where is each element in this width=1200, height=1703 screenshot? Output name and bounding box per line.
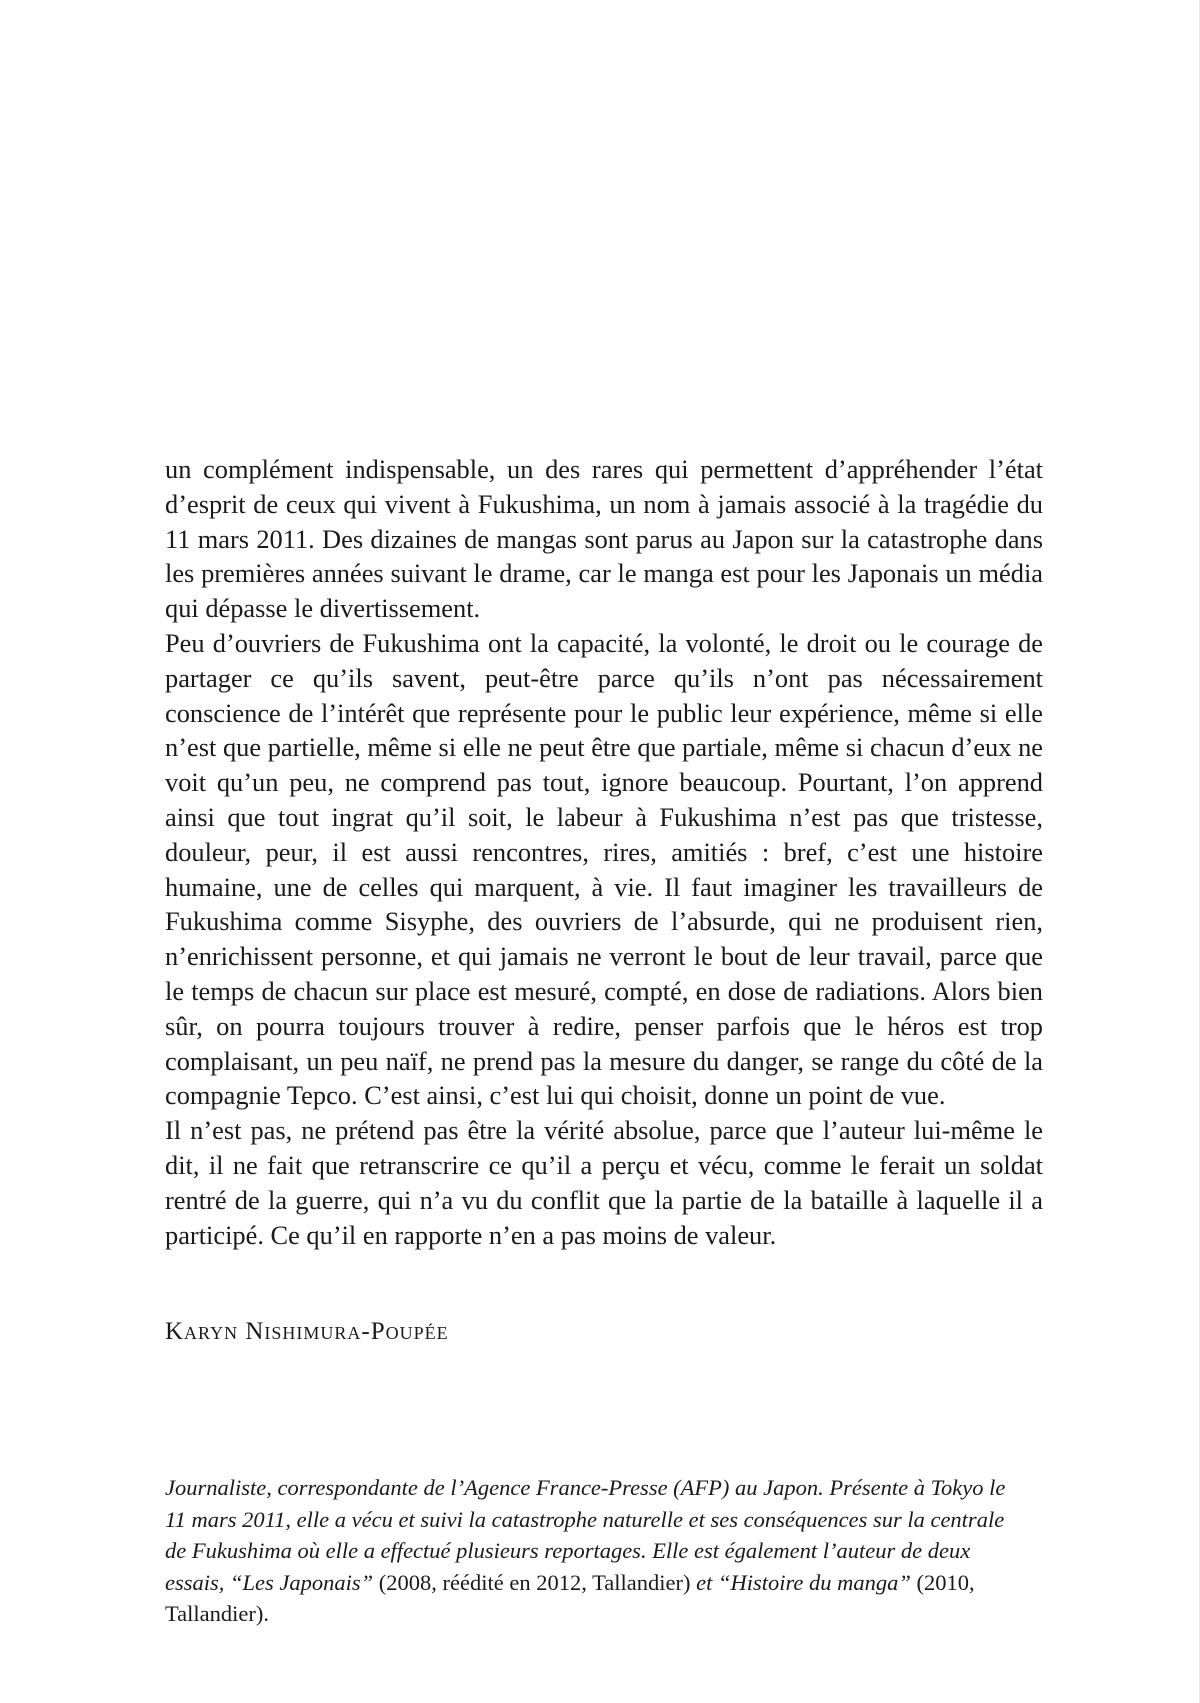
bio-line-1: Journaliste, correspondante de l’Agence France-Presse (AFP) au Japon. Présente à Tokyo le: [165, 1475, 1006, 1500]
paragraph-3: Il n’est pas, ne prétend pas être la vérité absolue, parce que l’auteur lui-même le dit, il ne fait que retranscrire ce qu’il a perçu et vécu, comme le ferait un soldat rentré de la guerre, qui n’a vu du conflit que la partie de la bataille à laquelle il a participé. Ce qu’il en rapporte n’en a pas moins de valeur.: [165, 1115, 1043, 1250]
paragraph-1: un complément indispensable, un des rares qui permettent d’appréhender l’état d’esprit de ceux qui vivent à Fukushima, un nom à jamais associé à la tragédie du 11 mars 2011. Des dizaines de mangas sont parus au Japon sur la catastrophe dans les premières années suivant le drame, car le manga est pour les Japonais un média qui dépasse le divertissement.: [165, 454, 1043, 624]
bio-line-3: de Fukushima où elle a effectué plusieurs reportages. Elle est également l’auteur de deux: [165, 1538, 971, 1563]
bio-line-4-roman-a: (2008, réédité en 2012, Tallandier): [373, 1569, 697, 1595]
bio-line-2: 11 mars 2011, elle a vécu et suivi la catastrophe naturelle et ses conséquences sur la centrale: [165, 1506, 1005, 1532]
bio-line-4-italic-a: essais, “Les Japonais”: [165, 1569, 374, 1595]
author-signature: Karyn Nishimura-Poupée: [165, 1318, 449, 1345]
paragraph-2: Peu d’ouvriers de Fukushima ont la capacité, la volonté, le droit ou le courage de partager ce qu’ils savent, peut-être parce qu’ils n’ont pas nécessairement conscience de l’intérêt que représente pour le public leur expérience, même si elle n’est que partielle, même si elle ne peut être que partiale, même si chacun d’eux ne voit qu’un peu, ne comprend pas tout, ignore beaucoup. Pourtant, l’on apprend ainsi que tout ingrat qu’il soit, le labeur à Fukushima n’est pas que tristesse, douleur, peur, il est aussi rencontres, rires, amitiés : bref, c’est une histoire humaine, une de celles qui marquent, à vie. Il faut imaginer les travailleurs de Fukushima comme Sisyphe, des ouvriers de l’absurde, qui ne produisent rien, n’enrichissent personne, et qui jamais ne verront le bout de leur travail, parce que le temps de chacun sur place est mesuré, compté, en dose de radiations. Alors bien sûr, on pourra toujours trouver à redire, penser parfois que le héros est trop complaisant, un peu naïf, ne prend pas la mesure du danger, se range du côté de la compagnie Tepco. C’est ainsi, c’est lui qui choisit, donne un point de vue.: [165, 627, 1043, 1111]
bio-line-4-italic-b: et “Histoire du manga”: [696, 1569, 911, 1595]
author-bio: [165, 1472, 1045, 1630]
bio-line-4-roman-b: (2010,: [910, 1569, 975, 1595]
bio-line-5: Tallandier).: [165, 1601, 269, 1626]
body-text: [165, 452, 1043, 1252]
bio-line-4: [165, 1567, 1045, 1599]
